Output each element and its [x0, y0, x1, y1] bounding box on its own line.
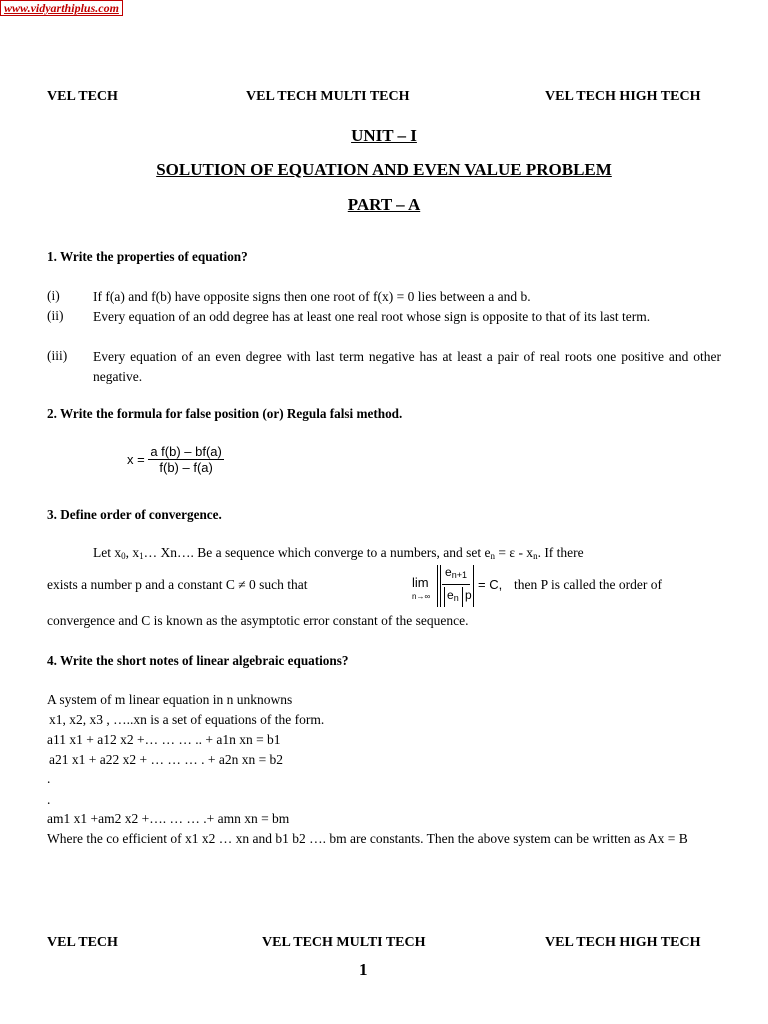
subject-title: SOLUTION OF EQUATION AND EVEN VALUE PROBLEM — [156, 160, 612, 179]
formula-numerator: a f(b) – bf(a) — [150, 444, 222, 459]
abs-bar-right — [473, 565, 474, 607]
q4-equation-1: a11 x1 + a12 x2 +… … … .. + a1n xn = b1 — [47, 732, 281, 747]
abs-bar-left — [437, 565, 438, 607]
question-4: 4. Write the short notes of linear algebraic equations? — [47, 653, 349, 668]
question-1: 1. Write the properties of equation? — [47, 249, 248, 264]
q3-text: = ε - x — [495, 545, 534, 560]
page-number: 1 — [359, 960, 368, 979]
formula-lhs: x = — [127, 452, 145, 467]
q4-paragraph: Where the co efficient of x1 x2 … xn and b1 b2 …. bm are constants. Then the above system can be written as Ax = B — [47, 831, 688, 846]
q3-sub: 1 — [139, 551, 144, 561]
q4-line-1: A system of m linear equation in n unknowns — [47, 692, 293, 707]
q4-equation-2: a21 x1 + a22 x2 + … … … . + a2n xn = b2 — [49, 752, 284, 767]
den-e: e — [447, 588, 454, 602]
unit-title: UNIT – I — [351, 126, 417, 145]
den-power: p — [465, 588, 472, 602]
num-sub: n+1 — [451, 570, 467, 580]
footer-right: VEL TECH HIGH TECH — [545, 935, 701, 950]
q3-sub: n — [490, 551, 496, 561]
q3-text: , x — [125, 545, 140, 560]
den-bar-left — [444, 587, 445, 607]
q3-text: … Xn…. Be a sequence which converge to a numbers, and set e — [143, 545, 491, 560]
q4-ellipsis-1: . — [47, 771, 51, 786]
q1-item-2-text: Every equation of an odd degree has at least one real root whose sign is opposite to that of its last term. — [93, 309, 651, 324]
q1-item-3-text: Every equation of an even degree with last term negative has at least a pair of real roots one positive and other negative. — [93, 349, 721, 384]
q3-line-3: convergence and C is known as the asymptotic error constant of the sequence. — [47, 613, 469, 628]
footer-left: VEL TECH — [47, 935, 118, 950]
q3-text: Let x — [93, 545, 122, 560]
footer-center: VEL TECH MULTI TECH — [262, 935, 426, 950]
q1-item-1-num: (i) — [47, 288, 60, 303]
part-title: PART – A — [347, 195, 421, 214]
formula-denominator: f(b) – f(a) — [159, 460, 213, 475]
q1-item-2-num: (ii) — [47, 308, 64, 323]
convergence-limit-formula — [412, 563, 508, 611]
question-2: 2. Write the formula for false position (or) Regula falsi method. — [47, 406, 403, 421]
frac-denominator — [447, 588, 459, 602]
q3-line-2-pre: exists a number p and a constant C ≠ 0 such that — [47, 577, 308, 592]
header-left: VEL TECH — [47, 89, 118, 104]
lim-text: lim — [412, 575, 429, 590]
q3-sub: 0 — [121, 551, 126, 561]
q3-sub: n — [533, 551, 538, 561]
q1-item-3-num: (iii) — [47, 348, 68, 363]
q4-equation-3: am1 x1 +am2 x2 +…. … … .+ amn xn = bm — [47, 811, 290, 826]
q3-line-1 — [93, 543, 721, 563]
frac-numerator — [445, 565, 467, 579]
den-sub: n — [453, 593, 459, 603]
formula-fraction — [148, 444, 224, 475]
header-center: VEL TECH MULTI TECH — [246, 89, 410, 104]
watermark-link[interactable]: www.vidyarthiplus.com — [0, 0, 123, 16]
equals-c: = C, — [478, 577, 503, 592]
header-right: VEL TECH HIGH TECH — [545, 89, 701, 104]
q3-text: . If there — [537, 545, 584, 560]
den-bar-right — [462, 587, 463, 607]
num-e: e — [445, 565, 452, 579]
q1-item-1-text: If f(a) and f(b) have opposite signs then one root of f(x) = 0 lies between a and b. — [93, 289, 531, 304]
q3-line-2-post: then P is called the order of — [514, 577, 662, 592]
lim-subscript: n→∞ — [412, 592, 431, 601]
abs-bar-left-inner — [440, 565, 441, 607]
question-3: 3. Define order of convergence. — [47, 507, 222, 522]
q4-ellipsis-2: . — [47, 792, 51, 807]
fraction-bar — [442, 584, 470, 585]
false-position-formula — [127, 444, 224, 475]
q4-line-2: x1, x2, x3 , …..xn is a set of equations of the form. — [49, 712, 325, 727]
